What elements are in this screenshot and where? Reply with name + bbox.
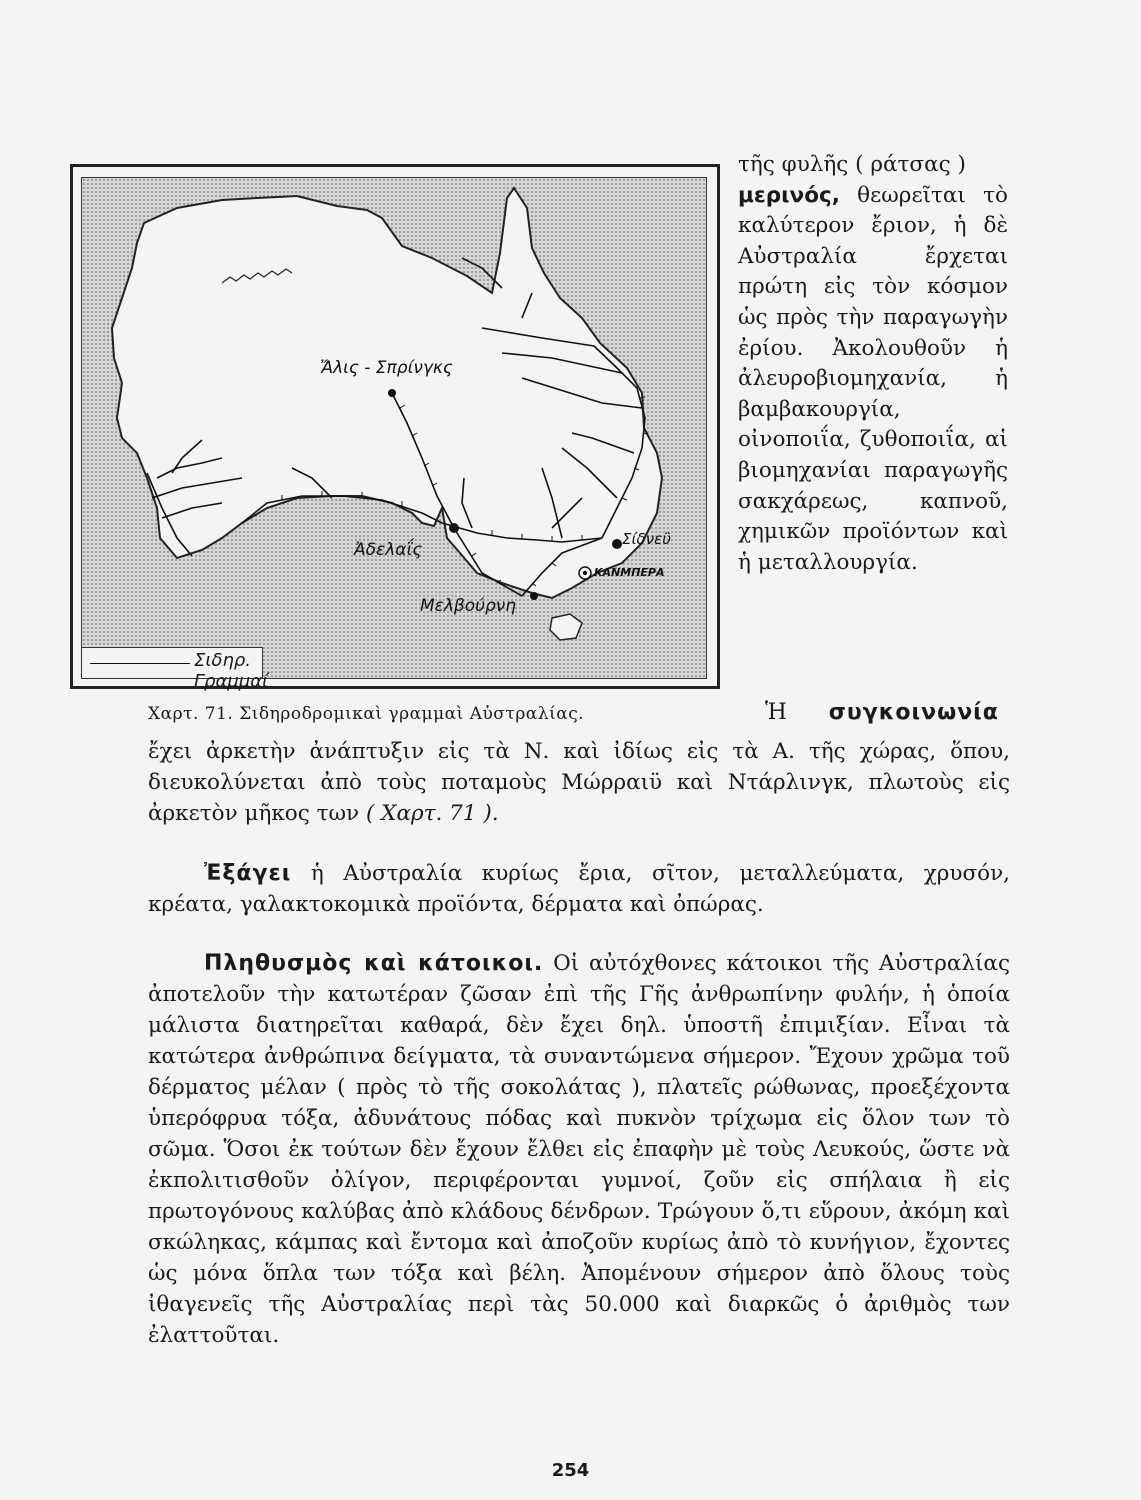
exports-text: ἡ Αὐστραλία κυρίως ἔρια, σῖτον, μεταλλεύματα, χρυσόν, κρέατα, γαλακτοκομικὰ προϊόντα, δέρματα καὶ ὀπώρας. [148, 861, 1010, 917]
melbourne-dot [530, 592, 538, 600]
side-rest: θεωρεῖται τὸ καλύτερον ἔριον, ἡ δὲ Αὐστραλία ἔρχεται πρώτη εἰς τὸν κόσμον ὡς πρὸς τὴν παραγωγὴν ἐρίου. Ἀκολουθοῦν ἡ ἀλευροβιομηχανία, ἡ βαμβακουργία, οἰνοποιΐα, ζυθοποιΐα, αἱ βιομηχανίαι παραγωγῆς σακχάρεως, καπνοῦ, χημικῶν προϊόντων καὶ ἡ μεταλλουργία. [738, 182, 1008, 575]
communication-ref: ( Χαρτ. 71 ). [365, 801, 499, 826]
tasmania-shape [550, 614, 582, 640]
exports-paragraph [148, 858, 1010, 920]
map-area [81, 177, 707, 692]
legend-text: Σιδηρ. Γραμμαί [194, 650, 269, 692]
legend-rail-symbol [90, 663, 190, 664]
population-heading: Πληθυσμὸς καὶ κάτοικοι. [204, 951, 544, 976]
australia-outline [82, 178, 708, 680]
label-adelaide: Ἀδελαΐς [354, 540, 423, 560]
label-canberra: ΚΑΝΜΠΕΡΑ [594, 566, 665, 579]
alice-springs-dot [388, 389, 396, 397]
communication-article: Ἡ [765, 700, 787, 725]
sydney-dot [612, 539, 622, 549]
page-number: 254 [551, 1460, 590, 1481]
label-melbourne: Μελβούρνη [420, 596, 517, 616]
merinos-term: μερινός, [738, 182, 840, 208]
communication-paragraph [148, 736, 1010, 829]
australia-railway-map [70, 164, 720, 692]
label-sydney: Σίδνεϋ [622, 530, 671, 548]
communication-heading [765, 700, 999, 725]
adelaide-dot [449, 523, 459, 533]
continent-shape [112, 188, 662, 598]
exports-heading: Ἐξάγει [204, 861, 292, 886]
communication-title: συγκοινωνία [828, 700, 999, 725]
side-line-1: τῆς φυλῆς ( ράτσας ) [738, 152, 966, 177]
population-text: Οἱ αὐτόχθονες κάτοικοι τῆς Αὐστραλίας ἀποτελοῦν τὴν κατωτέραν ζῶσαν ἐπὶ τῆς Γῆς ἀνθρωπίνην φυλήν, ἡ ὁποία μάλιστα διατηρεῖται καθαρά, δὲν ἔχει δηλ. ὑποστῆ ἐπιμιξίαν. Εἶναι τὰ κατώτερα ἀνθρώπινα δείγματα, τὰ συναντώμενα σήμερον. Ἔχουν χρῶμα τοῦ δέρματος μέλαν ( πρὸς τὸ τῆς σοκολάτας ), πλατεῖς ρώθωνας, προεξέχοντα ὑπερόφρυα τόξα, ἀδυνάτους πόδας καὶ πυκνὸν τρίχωμα εἰς ὅλον των τὸ σῶμα. Ὅσοι ἐκ τούτων δὲν ἔχουν ἔλθει εἰς ἐπαφὴν μὲ τοὺς Λευκούς, ὥστε νὰ ἐκπολιτισθοῦν ὀλίγον, περιφέρονται γυμνοί, ζοῦν εἰς σπήλαια ἢ εἰς πρωτογόνους καλύβας ἀπὸ κλάδους δένδρων. Τρώγουν ὅ,τι εὕρουν, ἀκόμη καὶ σκώληκας, κάμπας καὶ ἔντομα καὶ ἀποζοῦν κυρίως ἀπὸ τὸ κυνήγιον, ἔχοντες ὡς μόνα ὅπλα των τόξα καὶ βέλη. Ἀπομένουν σήμερον ἀπὸ ὅλους τοὺς ἰθαγενεῖς τῆς Αὐστραλίας περὶ τὰς 50.000 καὶ διαρκῶς ὁ ἀριθμὸς των ἐλαττοῦται. [148, 951, 1010, 1348]
map-caption: Χαρτ. 71. Σιδηροδρομικαὶ γραμμαὶ Αὐστραλίας. [148, 704, 585, 724]
side-column-text [738, 150, 1008, 578]
label-alice-springs: Ἄλις - Σπρίνγκς [320, 358, 453, 378]
map-legend [82, 647, 269, 692]
population-paragraph [148, 948, 1010, 1351]
communication-text: ἔχει ἀρκετὴν ἀνάπτυξιν εἰς τὰ Ν. καὶ ἰδίως εἰς τὰ Α. τῆς χώρας, ὅπου, διευκολύνεται ἀπὸ τοὺς ποταμοὺς Μώρραιϋ καὶ Ντάρλινγκ, πλωτοὺς εἰς ἀρκετὸν μῆκος των [148, 739, 1010, 826]
